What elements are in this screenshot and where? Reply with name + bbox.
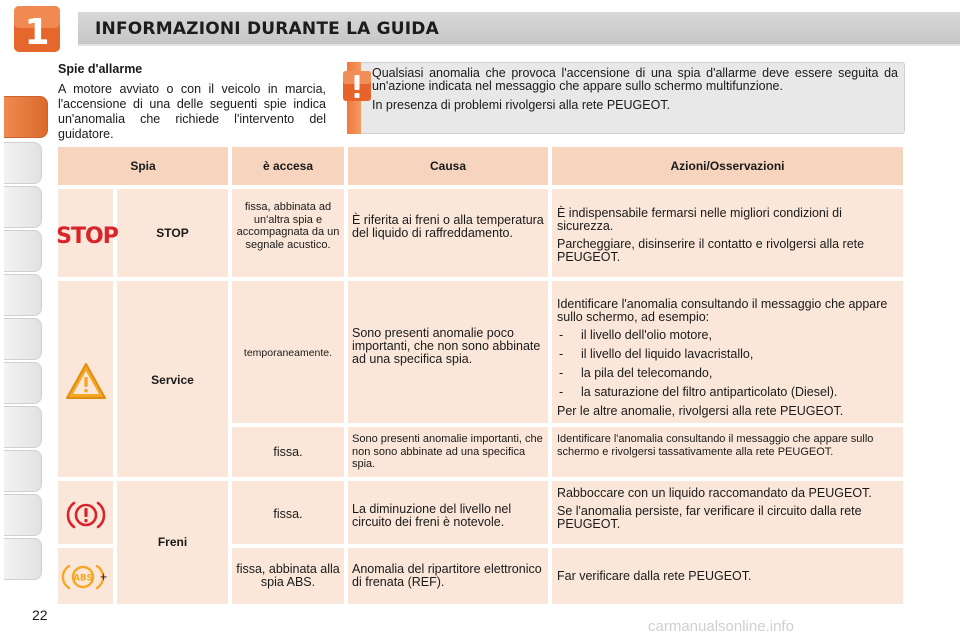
chapter-tab[interactable] [4, 186, 42, 228]
chapter-tab[interactable] [4, 362, 42, 404]
list-item: - la saturazione del filtro antiparticolato (Diesel). [557, 386, 899, 399]
service2-accesa: fissa. [273, 445, 303, 459]
chapter-number-badge [0, 0, 78, 56]
intro-text: A motore avviato o con il veicolo in marcia, l'accensione di una delle seguenti spie indica un'anomalia che richiede l'intervento del guidatore. [58, 82, 326, 141]
warning-paragraph-1: Qualsiasi anomalia che provoca l'accensione di una spia d'allarme deve essere seguita da un'azione indicata nel messaggio che appare sullo schermo multifunzione. [372, 66, 898, 93]
service-label: Service [151, 373, 194, 387]
abs-warning-icon [64, 563, 102, 591]
warning-paragraph-2: In presenza di problemi rivolgersi alla rete PEUGEOT. [372, 98, 671, 112]
intro-section [58, 62, 326, 142]
watermark: carmanualsonline.info [648, 618, 794, 635]
col-header-spia: Spia [58, 147, 228, 185]
col-header-causa: Causa [348, 147, 548, 185]
service-accesa: temporaneamente. [243, 347, 333, 359]
intro-heading: Spie d'allarme [58, 62, 143, 76]
service-azioni-intro: Identificare l'anomalia consultando il messaggio che appare sullo schermo, ad esempio: [557, 297, 888, 324]
list-item: - la pila del telecomando, [557, 367, 899, 380]
list-item: - il livello dell'olio motore, [557, 329, 899, 342]
chapter-tab[interactable] [4, 406, 42, 448]
chapter-tab[interactable] [4, 450, 42, 492]
service-warning-icon [65, 362, 107, 400]
col-header-azioni: Azioni/Osservazioni [552, 147, 903, 185]
exclamation-icon [340, 70, 374, 102]
chapter-title: INFORMAZIONI DURANTE LA GUIDA [95, 19, 439, 39]
list-item: - il livello del liquido lavacristallo, [557, 348, 899, 361]
service-azioni-list [557, 329, 899, 399]
plus-sign: + [100, 570, 108, 584]
service-azioni-outro: Per le altre anomalie, rivolgersi alla rete PEUGEOT. [557, 404, 844, 418]
page-number: 22 [32, 607, 48, 623]
service-causa: Sono presenti anomalie poco importanti, che non sono abbinate ad una specifica spia. [352, 326, 541, 366]
stop-warning-icon [56, 220, 118, 249]
service2-azioni: Identificare l'anomalia consultando il messaggio che appare sullo schermo e rivolgersi tassativamente alla rete PEUGEOT. [557, 433, 874, 458]
chapter-tabs [0, 60, 46, 570]
warning-text [372, 67, 898, 118]
freni-accesa: fissa. [273, 507, 303, 521]
freni-azioni-1: Rabboccare con un liquido raccomandato da PEUGEOT. [557, 486, 872, 500]
service-azioni [557, 298, 899, 423]
stop-causa: È riferita ai freni o alla temperatura del liquido di raffreddamento. [352, 213, 544, 240]
chapter-tab[interactable] [4, 230, 42, 272]
stop-azioni [557, 207, 899, 269]
stop-azioni-2: Parcheggiare, disinserire il contatto e rivolgersi alla rete PEUGEOT. [557, 237, 865, 264]
freni2-accesa: fissa, abbinata alla spia ABS. [236, 562, 340, 589]
stop-accesa: fissa, abbinata ad un'altra spia e accompagnata da un segnale acustico. [236, 201, 340, 251]
brake-warning-icon [68, 499, 104, 531]
svg-text:STOP: STOP [56, 224, 118, 249]
freni-azioni [557, 487, 899, 536]
freni-azioni-2: Se l'anomalia persiste, far verificare il circuito dalla rete PEUGEOT. [557, 504, 862, 531]
freni2-causa: Anomalia del ripartitore elettronico di frenata (REF). [352, 562, 542, 589]
freni2-azioni: Far verificare dalla rete PEUGEOT. [557, 569, 752, 583]
svg-text:ABS: ABS [73, 573, 93, 584]
chapter-tab[interactable] [4, 274, 42, 316]
chapter-tab[interactable] [4, 318, 42, 360]
freni-causa: La diminuzione del livello nel circuito dei freni è notevole. [352, 502, 512, 529]
chapter-tab[interactable] [4, 494, 42, 536]
service2-causa: Sono presenti anomalie importanti, che non sono abbinate ad una specifica spia. [352, 433, 543, 470]
col-header-accesa: è accesa [232, 147, 344, 185]
stop-azioni-1: È indispensabile fermarsi nelle migliori condizioni di sicurezza. [557, 206, 842, 233]
svg-text:1: 1 [24, 12, 50, 53]
chapter-tab[interactable] [4, 142, 42, 184]
chapter-tab-active[interactable] [4, 96, 48, 138]
chapter-tab[interactable] [4, 538, 42, 580]
stop-label: STOP [156, 226, 189, 240]
freni-label: Freni [157, 535, 188, 549]
